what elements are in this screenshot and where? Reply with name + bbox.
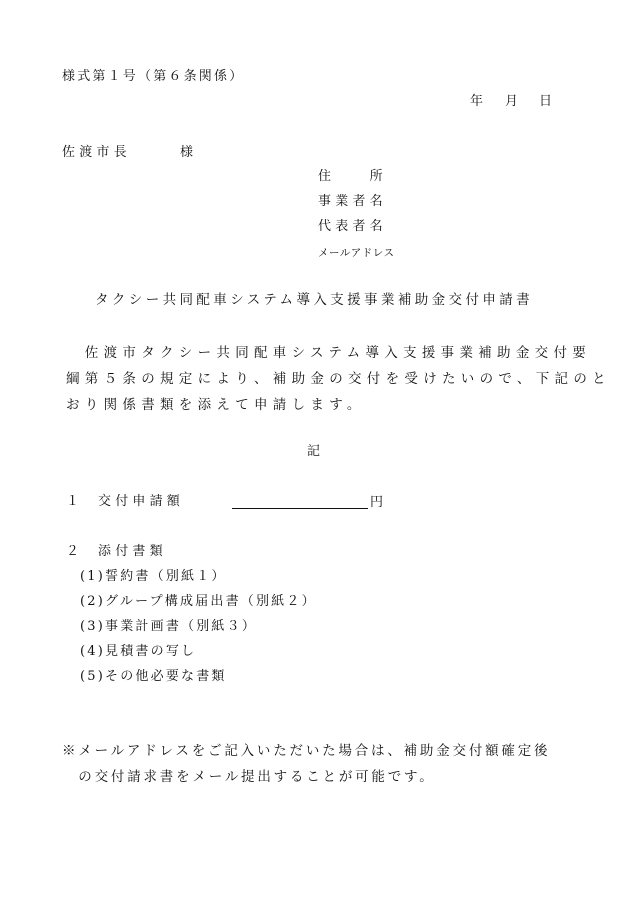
date-day: 日 [539, 94, 555, 109]
form-number: 様式第１号（第６条関係） [62, 69, 245, 84]
amount-field [232, 494, 385, 511]
attachment-item: (3)事業計画書（別紙３） [80, 619, 258, 634]
footnote-line: の交付請求書をメール提出することが可能です。 [62, 769, 436, 785]
item1-number: １ [66, 494, 82, 509]
email-label: メールアドレス [318, 247, 395, 259]
attachment-item: (1)誓約書（別紙１） [80, 569, 227, 584]
footnote-line: ※メールアドレスをご記入いただいた場合は、補助金交付額確定後 [62, 743, 551, 759]
body-line: 佐渡市タクシー共同配車システム導入支援事業補助金交付要 [66, 345, 592, 361]
amount-blank-line [232, 494, 368, 509]
item1-label: 交付申請額 [98, 494, 185, 509]
item2-number: ２ [66, 544, 82, 559]
body-line: 綱第５条の規定により、補助金の交付を受けたいので、下記のと [66, 371, 611, 387]
date-month: 月 [505, 94, 521, 109]
addressee-honorific: 様 [180, 145, 196, 160]
business-name-label: 事業者名 [318, 194, 387, 209]
amount-unit: 円 [370, 495, 386, 510]
addressee-name: 佐渡市長 [62, 145, 131, 160]
attachment-item: (2)グループ構成届出書（別紙２） [80, 594, 317, 609]
address-label: 住 所 [318, 169, 387, 184]
document-title: タクシー共同配車システム導入支援事業補助金交付申請書 [95, 292, 534, 308]
ki-heading: 記 [307, 444, 323, 459]
body-line: おり関係書類を添えて申請します。 [66, 397, 366, 413]
date-year: 年 [470, 94, 486, 109]
attachment-item: (5)その他必要な書類 [80, 669, 227, 684]
representative-label: 代表者名 [318, 219, 387, 234]
item2-label: 添付書類 [98, 544, 167, 559]
attachment-item: (4)見積書の写し [80, 644, 197, 659]
